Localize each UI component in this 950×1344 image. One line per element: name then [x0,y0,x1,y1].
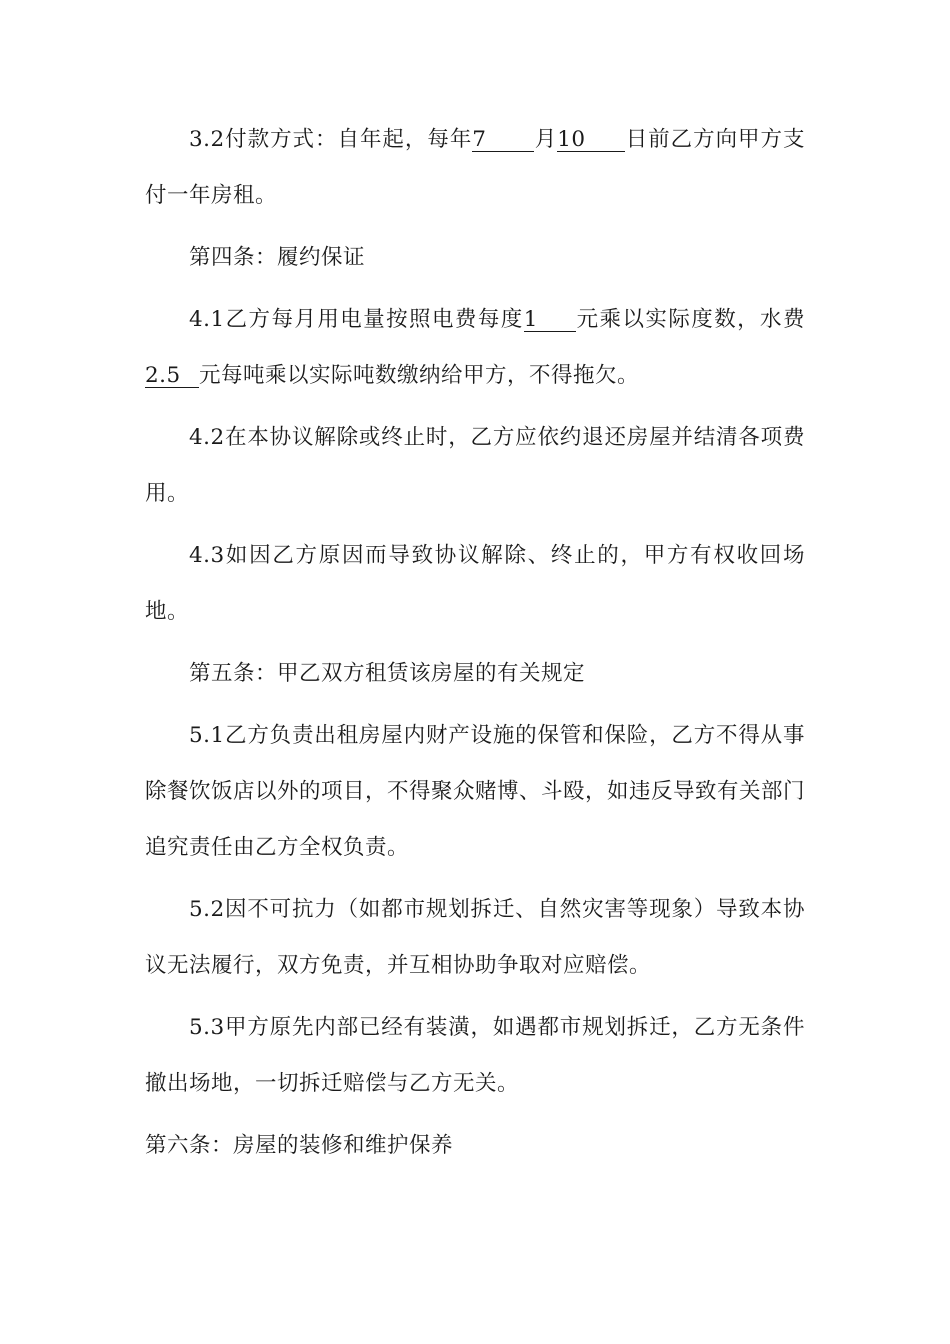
document-page [145,112,805,1180]
clause-4-1-text-mid: 元乘以实际度数，水费 [575,307,805,332]
clause-4-3: 4.3如因乙方原因而导致协议解除、终止的，甲方有权收回场地。 [145,543,805,624]
clause-5-1: 5.1乙方负责出租房屋内财产设施的保管和保险，乙方不得从事除餐饮饭店以外的项目，不得聚众赌博、斗殴，如违反导致有关部门追究责任由乙方全权负责。 [145,723,806,860]
clause-4-2: 4.2在本协议解除或终止时，乙方应依约退还房屋并结清各项费用。 [145,425,805,506]
payment-day-blank: 10 [557,129,625,152]
clause-3-2-text-before: 3.2付款方式：自年起，每年 [189,127,473,152]
article-4-heading: 第四条：履约保证 [189,245,366,270]
clause-4-1-utilities [145,292,805,404]
clause-5-2: 5.2因不可抗力（如都市规划拆迁、自然灾害等现象）导致本协议无法履行，双方免责，并互相协助争取对应赔偿。 [145,897,805,978]
electricity-price-blank: 1 [524,309,576,332]
article-5-heading: 第五条：甲乙双方租赁该房屋的有关规定 [189,661,586,686]
clause-4-1-text-after: 元每吨乘以实际吨数缴纳给甲方，不得拖欠。 [199,363,640,388]
clause-4-1-text-before: 4.1乙方每月用电量按照电费每度 [189,307,524,332]
payment-month-blank: 7 [472,129,534,152]
article-6-heading: 第六条：房屋的装修和维护保养 [145,1133,454,1158]
clause-3-2-text-after: 日前乙方向甲方支付一年房租。 [145,127,805,208]
water-price-blank: 2.5 [145,365,199,388]
clause-3-2-text-mid: 月 [534,127,558,152]
clause-5-3: 5.3甲方原先内部已经有装潢，如遇都市规划拆迁，乙方无条件撤出场地，一切拆迁赔偿与乙方无关。 [145,1015,805,1096]
clause-3-2-payment [145,112,805,224]
